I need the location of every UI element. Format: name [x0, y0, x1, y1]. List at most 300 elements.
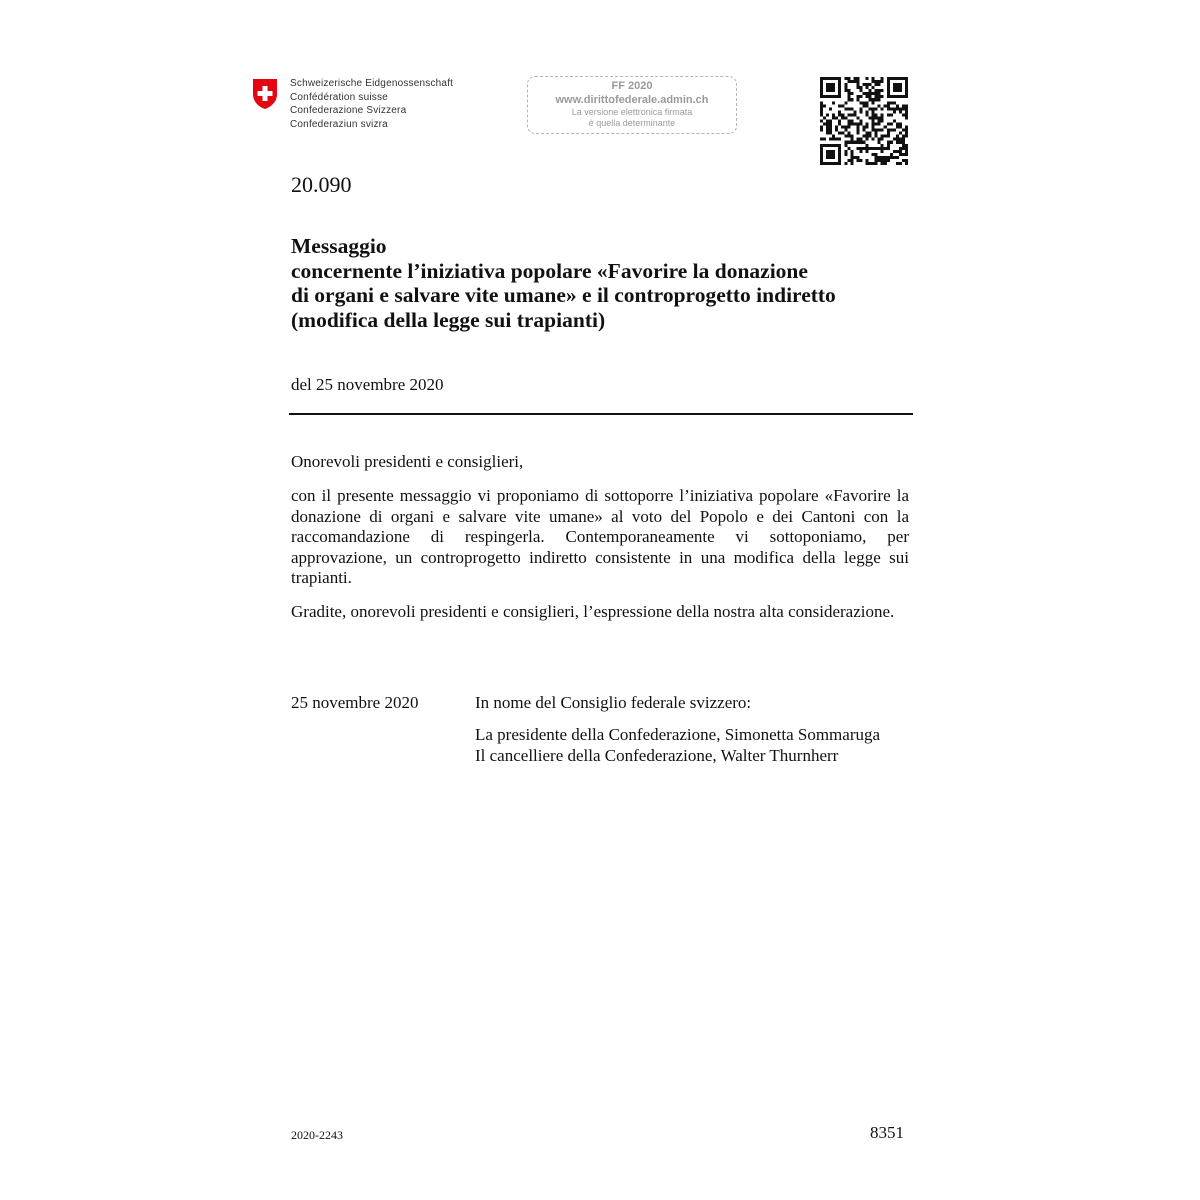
qr-module [869, 135, 872, 138]
qr-module [887, 135, 890, 138]
qr-module [841, 116, 844, 119]
qr-module [829, 129, 832, 132]
qr-module [862, 92, 865, 95]
qr-module [875, 113, 878, 116]
signatory-president: La presidente della Confederazione, Simonetta Sommaruga [475, 725, 881, 744]
qr-module [899, 95, 902, 98]
qr-module [887, 129, 890, 132]
qr-module [820, 153, 823, 156]
qr-module [872, 113, 875, 116]
qr-module [844, 129, 847, 132]
qr-module [832, 83, 835, 86]
qr-module [835, 138, 838, 141]
qr-module [875, 132, 878, 135]
qr-module [856, 138, 859, 141]
qr-module [887, 83, 890, 86]
qr-module [823, 138, 826, 141]
qr-module [866, 95, 869, 98]
qr-module [866, 123, 869, 126]
qr-module [866, 110, 869, 113]
qr-module [878, 141, 881, 144]
qr-module [905, 116, 908, 119]
qr-module [881, 144, 884, 147]
qr-module [875, 123, 878, 126]
qr-module [820, 80, 823, 83]
qr-module [847, 89, 850, 92]
qr-module [866, 150, 869, 153]
qr-module [835, 95, 838, 98]
qr-module [899, 162, 902, 165]
qr-module [847, 135, 850, 138]
qr-module [905, 92, 908, 95]
qr-module [820, 119, 823, 122]
qr-module [866, 159, 869, 162]
qr-module [853, 77, 856, 80]
qr-module [872, 147, 875, 150]
qr-module [859, 141, 862, 144]
qr-module [832, 116, 835, 119]
qr-module [841, 126, 844, 129]
qr-module [835, 144, 838, 147]
qr-module [881, 89, 884, 92]
qr-module [838, 138, 841, 141]
qr-module [890, 153, 893, 156]
qr-module [838, 144, 841, 147]
qr-module [887, 92, 890, 95]
qr-module [820, 159, 823, 162]
qr-module [850, 141, 853, 144]
qr-module [881, 113, 884, 116]
qr-module [905, 159, 908, 162]
qr-module [847, 98, 850, 101]
qr-module [850, 135, 853, 138]
qr-module [875, 92, 878, 95]
qr-module [859, 147, 862, 150]
qr-module [887, 77, 890, 80]
qr-module [893, 95, 896, 98]
qr-module [869, 132, 872, 135]
qr-module [866, 162, 869, 165]
qr-module [829, 132, 832, 135]
qr-module [826, 162, 829, 165]
qr-module [832, 162, 835, 165]
qr-module [905, 104, 908, 107]
qr-module [847, 95, 850, 98]
qr-module [884, 162, 887, 165]
qr-module [838, 89, 841, 92]
qr-module [899, 132, 902, 135]
qr-module [884, 156, 887, 159]
qr-module [872, 153, 875, 156]
qr-module [826, 123, 829, 126]
qr-module [862, 101, 865, 104]
qr-module [893, 119, 896, 122]
qr-module [875, 116, 878, 119]
qr-module [829, 83, 832, 86]
qr-module [856, 116, 859, 119]
qr-module [866, 101, 869, 104]
qr-module [878, 116, 881, 119]
qr-module [826, 83, 829, 86]
qr-module [820, 86, 823, 89]
qr-module [823, 116, 826, 119]
qr-module [820, 77, 823, 80]
qr-module [875, 83, 878, 86]
qr-module [881, 129, 884, 132]
qr-module [896, 126, 899, 129]
qr-module [899, 150, 902, 153]
qr-module [866, 132, 869, 135]
qr-module [859, 159, 862, 162]
qr-module [872, 107, 875, 110]
qr-module [820, 104, 823, 107]
qr-module [872, 162, 875, 165]
qr-module [902, 153, 905, 156]
qr-module [902, 107, 905, 110]
footer-reference: 2020-2243 [291, 1128, 343, 1142]
qr-module [820, 110, 823, 113]
qr-module [899, 123, 902, 126]
qr-module [884, 135, 887, 138]
qr-module [878, 89, 881, 92]
qr-module [820, 92, 823, 95]
qr-module [869, 147, 872, 150]
qr-module [881, 147, 884, 150]
qr-module [829, 89, 832, 92]
qr-module [905, 132, 908, 135]
qr-module [829, 150, 832, 153]
qr-module [875, 162, 878, 165]
qr-module [844, 162, 847, 165]
qr-module [850, 107, 853, 110]
body-paragraph: Gradite, onorevoli presidenti e consiglieri, l’espressione della nostra alta considerazione. [291, 602, 895, 621]
qr-module [893, 86, 896, 89]
qr-module [847, 147, 850, 150]
qr-module [887, 107, 890, 110]
qr-module [820, 144, 823, 147]
qr-module [823, 104, 826, 107]
document-date: del 25 novembre 2020 [291, 375, 444, 394]
qr-module [856, 77, 859, 80]
qr-module [887, 141, 890, 144]
qr-module [835, 77, 838, 80]
qr-module [887, 113, 890, 116]
qr-module [850, 156, 853, 159]
qr-module [887, 95, 890, 98]
qr-module [887, 104, 890, 107]
qr-module [893, 150, 896, 153]
body-paragraph: con il presente messaggio vi proponiamo di sottoporre l’iniziativa popolare «Favorire la donazione di organi e salvare vite umane» al voto del Popolo e dei Cantoni con la raccomandazione di respingerla. Contemporaneamente vi sottoponiamo, per approvazione, un controprogetto indiretto consistente in una modifica della legge sui trapianti. [291, 486, 909, 587]
qr-module [850, 162, 853, 165]
signatories [475, 725, 880, 766]
qr-module [899, 110, 902, 113]
qr-module [905, 126, 908, 129]
qr-module [887, 159, 890, 162]
qr-module [862, 129, 865, 132]
qr-module [829, 138, 832, 141]
qr-module [859, 150, 862, 153]
qr-module [829, 86, 832, 89]
qr-module [872, 98, 875, 101]
qr-module [826, 95, 829, 98]
qr-module [820, 113, 823, 116]
qr-module [902, 77, 905, 80]
qr-module [832, 156, 835, 159]
qr-module [820, 107, 823, 110]
qr-module [844, 86, 847, 89]
qr-module [890, 141, 893, 144]
qr-module [881, 107, 884, 110]
qr-module [905, 86, 908, 89]
qr-module [853, 110, 856, 113]
qr-module [847, 132, 850, 135]
qr-module [884, 126, 887, 129]
qr-module [905, 147, 908, 150]
qr-module [890, 101, 893, 104]
qr-module [844, 144, 847, 147]
qr-module [826, 89, 829, 92]
qr-module [847, 92, 850, 95]
qr-module [902, 138, 905, 141]
qr-module [862, 83, 865, 86]
qr-module [847, 77, 850, 80]
qr-module [844, 126, 847, 129]
qr-module [853, 141, 856, 144]
qr-module [847, 126, 850, 129]
qr-module [850, 113, 853, 116]
qr-module [844, 141, 847, 144]
qr-module [835, 116, 838, 119]
qr-module [872, 101, 875, 104]
qr-module [820, 89, 823, 92]
qr-module [869, 162, 872, 165]
qr-module [841, 113, 844, 116]
qr-module [872, 138, 875, 141]
qr-module [856, 126, 859, 129]
qr-module [866, 113, 869, 116]
qr-module [832, 86, 835, 89]
qr-module [856, 123, 859, 126]
qr-module [875, 159, 878, 162]
qr-module [896, 86, 899, 89]
qr-module [859, 119, 862, 122]
qr-module [829, 153, 832, 156]
stamp-note-line1: La versione elettronica firmata [571, 107, 693, 117]
qr-module [905, 83, 908, 86]
confederation-name-de: Schweizerische Eidgenossenschaft [290, 78, 454, 89]
qr-module [872, 126, 875, 129]
qr-module [905, 107, 908, 110]
qr-module [905, 113, 908, 116]
qr-module [878, 119, 881, 122]
qr-module [859, 101, 862, 104]
qr-code-icon [820, 77, 908, 165]
qr-module [878, 123, 881, 126]
salutation: Onorevoli presidenti e consiglieri, [291, 452, 524, 471]
qr-module [832, 144, 835, 147]
qr-module [838, 95, 841, 98]
qr-module [829, 156, 832, 159]
qr-module [890, 113, 893, 116]
qr-module [887, 147, 890, 150]
qr-module [823, 77, 826, 80]
qr-module [844, 135, 847, 138]
qr-module [896, 104, 899, 107]
qr-module [856, 80, 859, 83]
qr-module [820, 83, 823, 86]
qr-module [856, 156, 859, 159]
qr-module [832, 113, 835, 116]
qr-module [850, 80, 853, 83]
qr-module [838, 77, 841, 80]
qr-module [838, 110, 841, 113]
title-line: (modifica della legge sui trapianti) [291, 307, 606, 332]
confederation-name-rm: Confederaziun svizra [290, 118, 388, 130]
document-title [291, 234, 931, 332]
qr-module [902, 144, 905, 147]
qr-module [856, 83, 859, 86]
qr-module [887, 144, 890, 147]
qr-module [832, 150, 835, 153]
qr-module [881, 135, 884, 138]
title-line: Messaggio [291, 234, 387, 258]
qr-module [899, 107, 902, 110]
qr-module [826, 77, 829, 80]
qr-module [853, 80, 856, 83]
qr-module [844, 89, 847, 92]
qr-module [872, 110, 875, 113]
qr-module [832, 135, 835, 138]
qr-module [823, 162, 826, 165]
qr-module [832, 77, 835, 80]
page-number: 8351 [870, 1123, 904, 1142]
qr-module [899, 83, 902, 86]
qr-module [866, 77, 869, 80]
qr-module [853, 113, 856, 116]
qr-module [826, 150, 829, 153]
qr-module [881, 156, 884, 159]
qr-module [890, 77, 893, 80]
qr-module [826, 153, 829, 156]
qr-module [881, 77, 884, 80]
qr-module [899, 138, 902, 141]
qr-module [902, 147, 905, 150]
qr-module [838, 162, 841, 165]
qr-module [856, 98, 859, 101]
qr-module [844, 101, 847, 104]
qr-module [872, 77, 875, 80]
qr-module [838, 147, 841, 150]
qr-module [881, 159, 884, 162]
qr-module [847, 113, 850, 116]
qr-module [887, 123, 890, 126]
qr-module [866, 138, 869, 141]
qr-module [844, 107, 847, 110]
qr-module [881, 119, 884, 122]
qr-module [832, 101, 835, 104]
qr-module [850, 123, 853, 126]
qr-module [905, 89, 908, 92]
qr-module [838, 150, 841, 153]
qr-module [829, 95, 832, 98]
qr-module [829, 123, 832, 126]
qr-module [859, 138, 862, 141]
qr-module [838, 86, 841, 89]
qr-module [859, 95, 862, 98]
qr-module [866, 104, 869, 107]
qr-module [869, 98, 872, 101]
qr-module [875, 95, 878, 98]
qr-module [838, 153, 841, 156]
qr-module [838, 159, 841, 162]
qr-module [856, 132, 859, 135]
qr-module [878, 159, 881, 162]
qr-module [896, 123, 899, 126]
qr-module [878, 156, 881, 159]
qr-module [884, 159, 887, 162]
qr-module [884, 147, 887, 150]
qr-module [890, 156, 893, 159]
signature-council: In nome del Consiglio federale svizzero: [475, 693, 752, 712]
qr-module [899, 141, 902, 144]
swiss-cross-shield-icon [252, 78, 278, 110]
qr-module [829, 162, 832, 165]
qr-module [820, 129, 823, 132]
qr-module [896, 138, 899, 141]
qr-module [859, 110, 862, 113]
qr-module [850, 119, 853, 122]
qr-module [866, 135, 869, 138]
qr-module [856, 147, 859, 150]
qr-module [838, 113, 841, 116]
qr-module [844, 83, 847, 86]
qr-module [905, 80, 908, 83]
qr-module [875, 129, 878, 132]
qr-module [872, 119, 875, 122]
qr-module [856, 95, 859, 98]
qr-module [835, 129, 838, 132]
qr-module [902, 129, 905, 132]
qr-module [878, 138, 881, 141]
qr-module [866, 83, 869, 86]
qr-module [893, 156, 896, 159]
qr-module [899, 147, 902, 150]
stamp-website: www.dirittofederale.admin.ch [555, 94, 709, 106]
qr-module [881, 138, 884, 141]
qr-module [862, 147, 865, 150]
qr-module [875, 80, 878, 83]
qr-module [896, 83, 899, 86]
qr-module [899, 86, 902, 89]
qr-module [893, 101, 896, 104]
qr-module [905, 129, 908, 132]
horizontal-divider [289, 413, 913, 415]
qr-module [869, 95, 872, 98]
qr-module [875, 147, 878, 150]
qr-module [859, 86, 862, 89]
title-line: di organi e salvare vite umane» e il controprogetto indiretto [291, 283, 836, 307]
qr-module [902, 113, 905, 116]
qr-module [899, 126, 902, 129]
qr-module [829, 107, 832, 110]
qr-module [878, 147, 881, 150]
qr-module [893, 89, 896, 92]
qr-module [878, 104, 881, 107]
qr-module [899, 89, 902, 92]
qr-module [832, 89, 835, 92]
qr-module [875, 107, 878, 110]
qr-module [875, 153, 878, 156]
